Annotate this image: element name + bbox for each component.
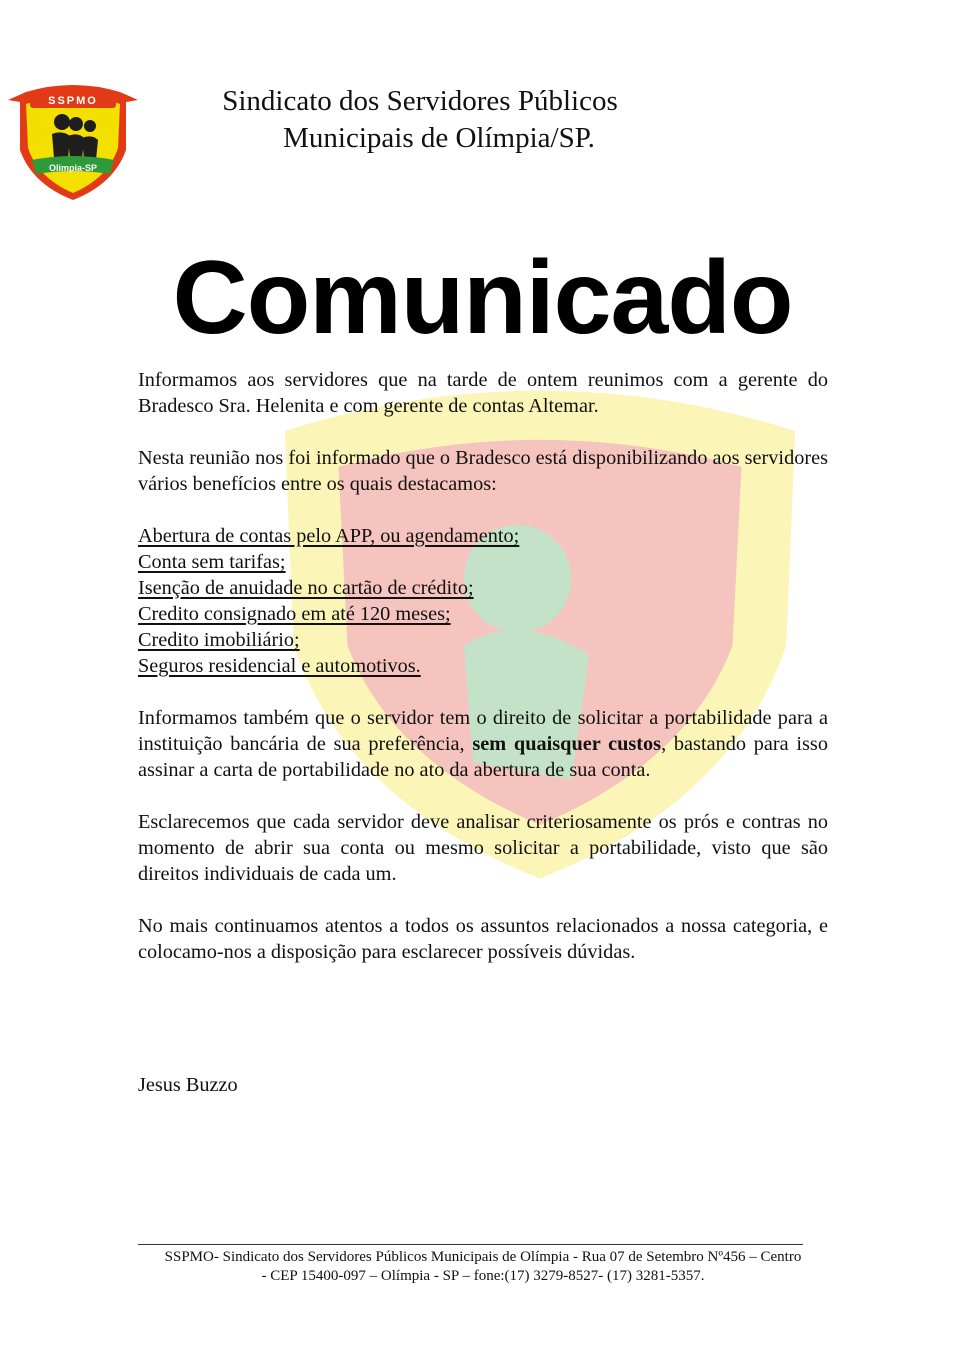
svg-text:SSPMO: SSPMO <box>48 95 98 107</box>
benefits-list <box>138 523 828 679</box>
footer-line-1: SSPMO- Sindicato dos Servidores Públicos Municipais de Olímpia - Rua 07 de Setembro Nº456 – Centro <box>164 1249 802 1265</box>
portability-text-b: , bastando para isso assinar a carta de portabilidade no ato da abertura de sua conta. <box>138 733 828 781</box>
signature: Jesus Buzzo <box>138 1074 238 1096</box>
body-text <box>138 367 828 991</box>
page-title: Comunicado <box>172 240 793 356</box>
header-line-1: Sindicato dos Servidores Públicos <box>222 85 618 117</box>
list-item: Isenção de anuidade no cartão de crédito; <box>138 577 474 599</box>
portability-emphasis: sem quaisquer custos <box>472 733 662 755</box>
paragraph-meeting: Nesta reunião nos foi informado que o Bradesco está disponibilizando aos servidores vários benefícios entre os quais destacamos: <box>138 447 828 495</box>
list-item: Seguros residencial e automotivos. <box>138 655 421 677</box>
paragraph-portability <box>138 705 828 783</box>
list-item: Credito imobiliário; <box>138 629 300 651</box>
list-item: Credito consignado em até 120 meses; <box>138 603 451 625</box>
svg-text:Olimpia-SP: Olimpia-SP <box>48 163 98 173</box>
footer-line-2: - CEP 15400-097 – Olímpia - SP – fone:(17) 3279-8527- (17) 3281-5357. <box>261 1268 705 1284</box>
list-item: Conta sem tarifas; <box>138 551 286 573</box>
portability-text-a: Informamos também que o servidor tem o direito de solicitar a portabilidade para a instituição bancária de sua preferência, <box>138 707 828 755</box>
union-logo <box>6 78 140 202</box>
list-item: Abertura de contas pelo APP, ou agendamento; <box>138 525 520 547</box>
footer-divider <box>138 1244 803 1245</box>
footer <box>138 1248 828 1286</box>
paragraph-clarification: Esclarecemos que cada servidor deve analisar criteriosamente os prós e contras no momento de abrir sua conta ou mesmo solicitar a portabilidade, visto que são direitos individuais de cada um. <box>138 811 828 885</box>
paragraph-closing: No mais continuamos atentos a todos os assuntos relacionados a nossa categoria, e colocamo-nos a disposição para esclarecer possíveis dúvidas. <box>138 915 828 963</box>
header-line-2: Municipais de Olímpia/SP. <box>283 122 595 154</box>
paragraph-intro: Informamos aos servidores que na tarde de ontem reunimos com a gerente do Bradesco Sra. Helenita e com gerente de contas Altemar. <box>138 369 828 417</box>
header <box>160 83 680 157</box>
